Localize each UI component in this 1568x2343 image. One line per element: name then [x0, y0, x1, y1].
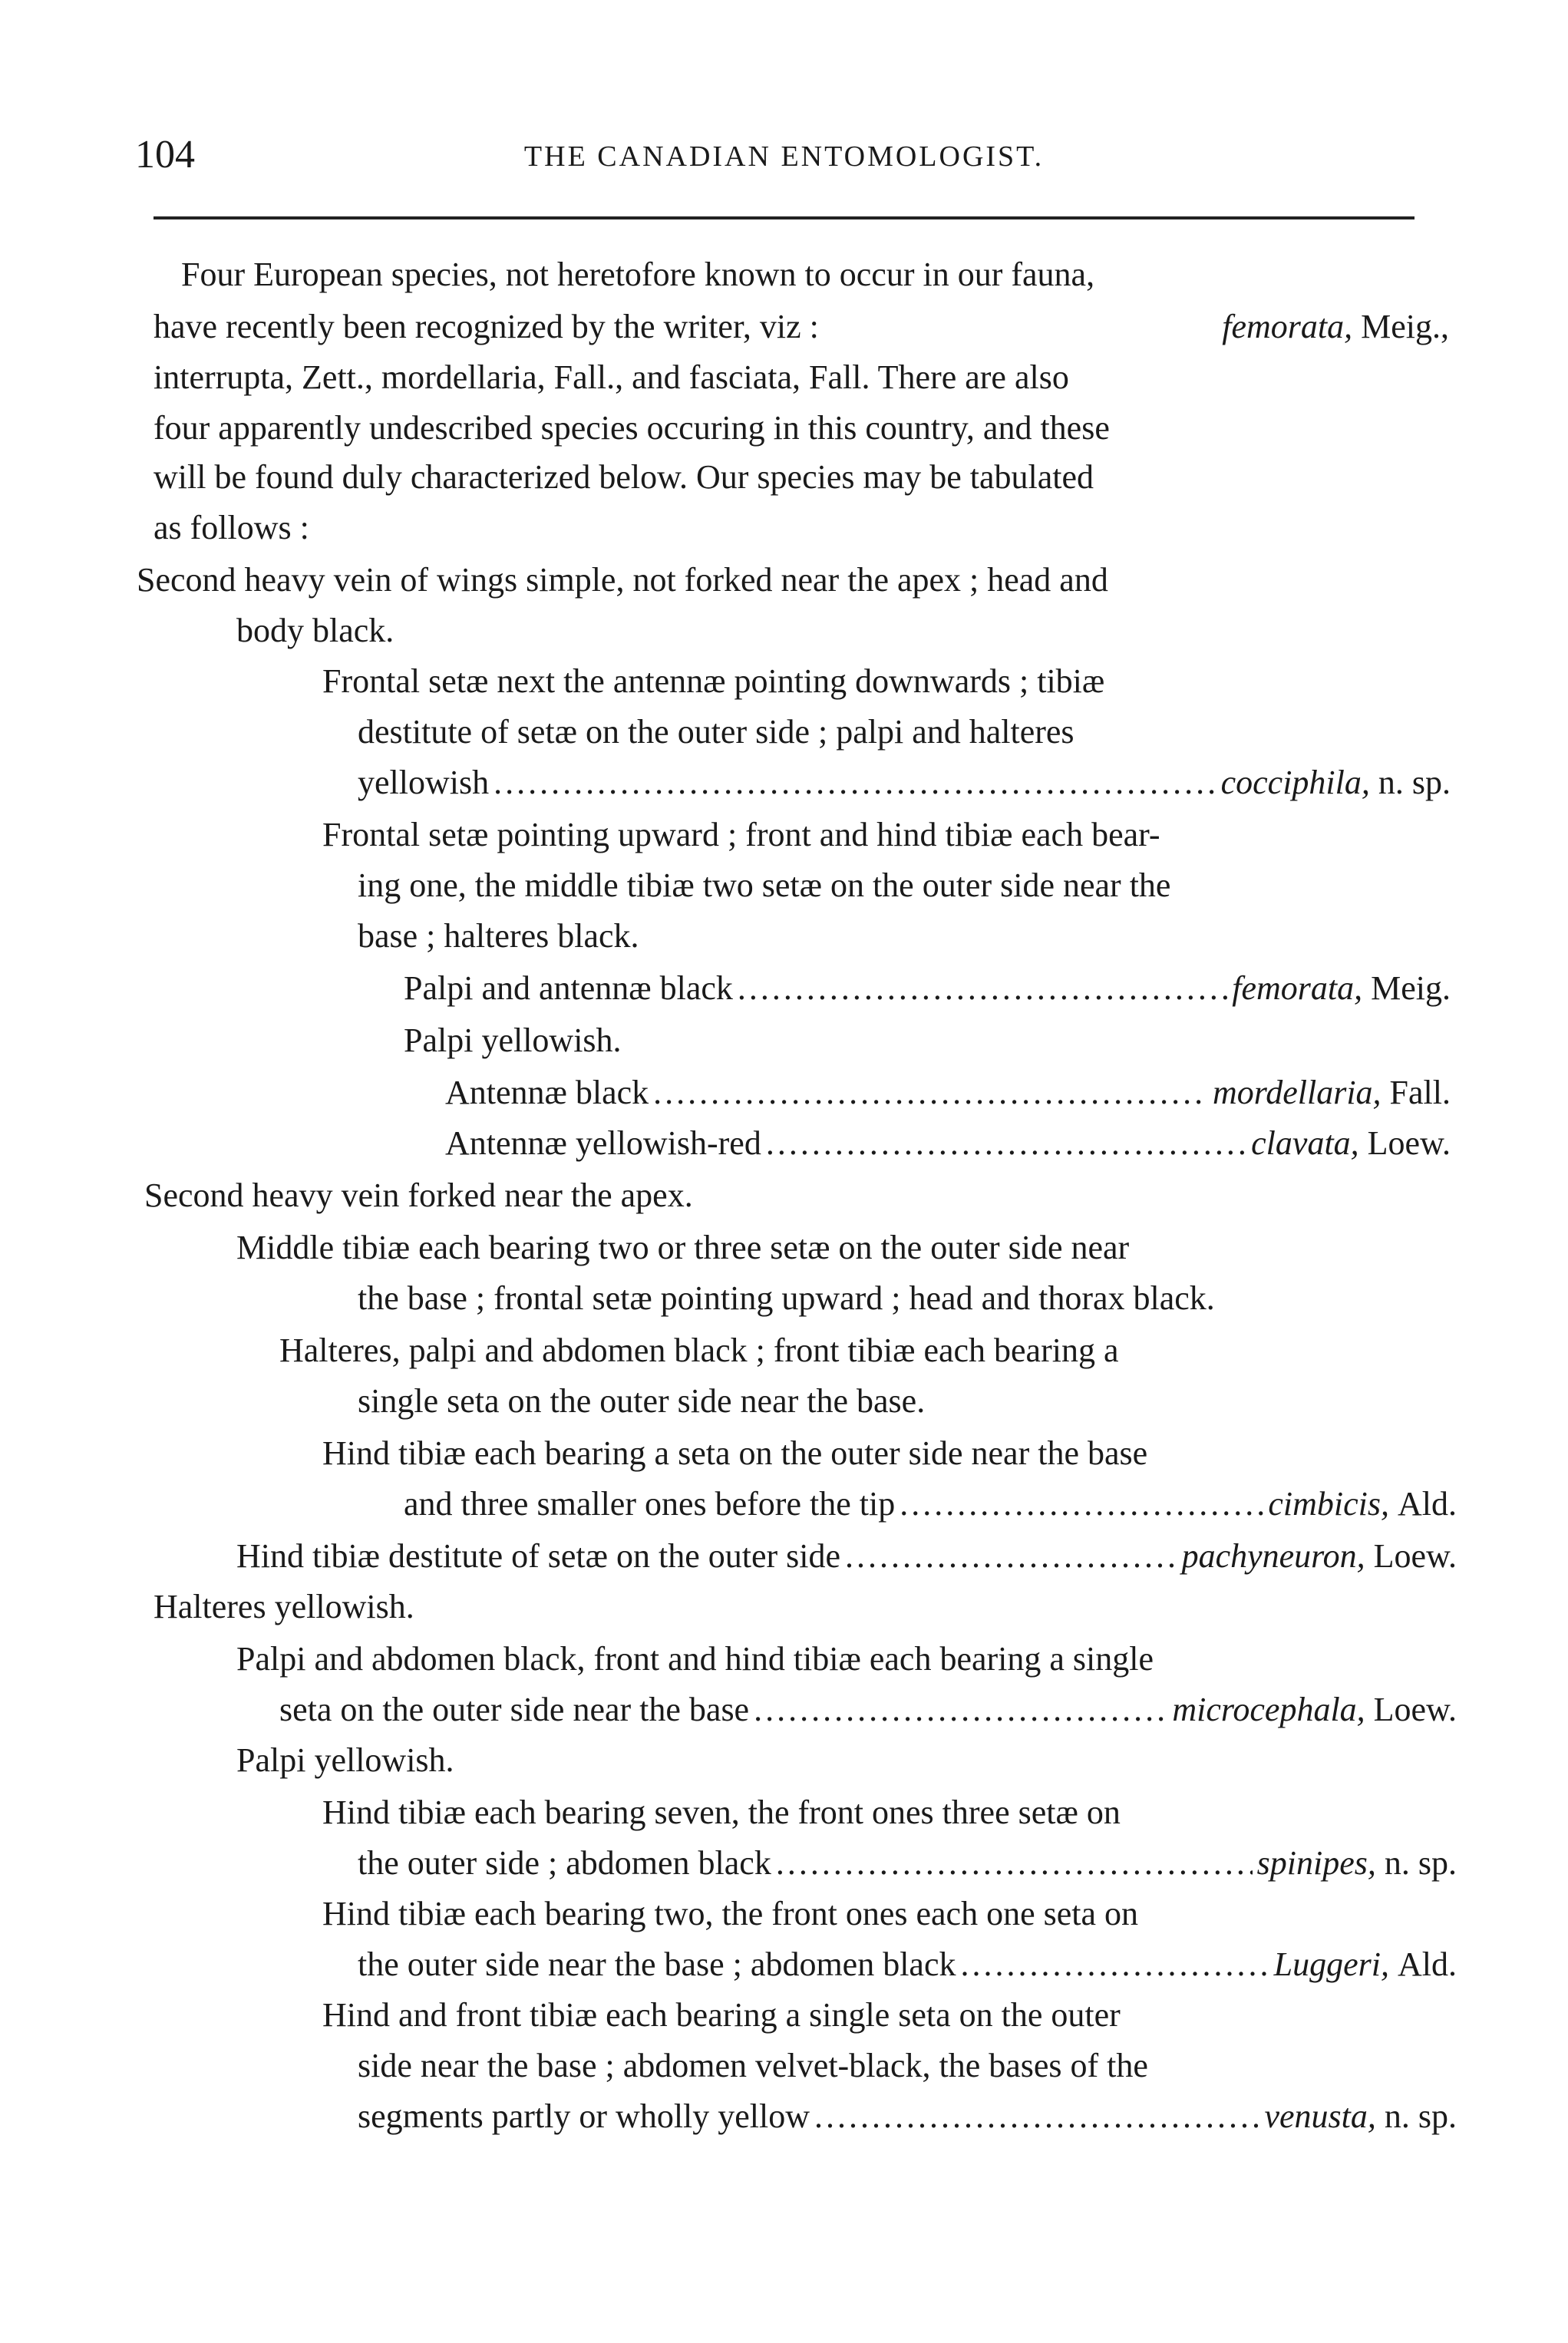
entry-author: n. sp. [1384, 1844, 1457, 1882]
leader-dots [960, 1948, 1269, 1982]
intro-species-femorata: femorata, [1222, 308, 1353, 345]
entry-text: yellowish [358, 764, 490, 801]
entry-author: Ald. [1398, 1485, 1457, 1523]
key-line: Hind tibiæ each bearing a seta on the outer side near the base [322, 1434, 1148, 1472]
key-line: Hind tibiæ each bearing two, the front ones each one seta on [322, 1895, 1139, 1932]
leader-dots [845, 1539, 1177, 1573]
key-line: Halteres yellowish. [153, 1588, 414, 1625]
key-line: ing one, the middle tibiæ two setæ on the outer side near the [358, 866, 1171, 904]
key-line: base ; halteres black. [358, 917, 639, 955]
leader-dots [494, 766, 1216, 800]
entry-author: Ald. [1398, 1945, 1457, 1983]
key-line: Frontal setæ next the antennæ pointing downwards ; tibiæ [322, 662, 1105, 700]
key-line: single seta on the outer side near the base. [358, 1382, 926, 1420]
entry-text: Antennæ black [445, 1074, 649, 1111]
intro-line-4: four apparently undescribed species occuring in this country, and these [153, 409, 1110, 447]
leader-dots [900, 1487, 1263, 1521]
intro-line-3: interrupta, Zett., mordellaria, Fall., and fasciata, Fall. There are also [153, 358, 1069, 396]
leader-dots [738, 972, 1227, 1005]
key-line: Second heavy vein forked near the apex. [144, 1176, 693, 1214]
entry-species: pachyneuron, [1181, 1537, 1365, 1575]
key-line: side near the base ; abdomen velvet-black, the bases of the [358, 2047, 1148, 2084]
key-entry-mordellaria [445, 1076, 1451, 1110]
entry-text: Palpi and antennæ black [404, 969, 733, 1007]
key-entry-spinipes [358, 1846, 1457, 1880]
entry-species: cimbicis, [1268, 1485, 1389, 1523]
key-entry-luggeri [358, 1945, 1457, 1983]
key-entry-venusta [358, 2097, 1457, 2135]
entry-text: and three smaller ones before the tip [404, 1485, 896, 1523]
leader-dots [814, 2100, 1259, 2133]
entry-author: n. sp. [1378, 764, 1451, 801]
key-entry-clavata [445, 1124, 1451, 1162]
page-number: 104 [135, 133, 195, 177]
leader-dots [653, 1076, 1208, 1110]
intro-line-2 [153, 310, 1449, 344]
key-entry-microcephala [279, 1693, 1457, 1727]
entry-text: seta on the outer side near the base [279, 1691, 750, 1728]
entry-text: Antennæ yellowish-red [445, 1124, 761, 1162]
entry-species: Luggeri, [1273, 1945, 1389, 1983]
key-line: destitute of setæ on the outer side ; palpi and halteres [358, 713, 1074, 751]
leader-dots [766, 1127, 1246, 1160]
key-line: Palpi yellowish. [236, 1741, 454, 1779]
key-line: Palpi yellowish. [404, 1021, 622, 1059]
intro-line-2-text: have recently been recognized by the writer, viz : [153, 308, 819, 345]
key-entry-femorata [404, 969, 1451, 1007]
key-line: Halteres, palpi and abdomen black ; front tibiæ each bearing a [279, 1332, 1119, 1369]
entry-species: venusta, [1264, 2097, 1376, 2135]
entry-author: Fall. [1389, 1074, 1451, 1111]
entry-species: cocciphila, [1220, 764, 1370, 801]
key-line: the base ; frontal setæ pointing upward ; head and thorax black. [358, 1279, 1215, 1317]
intro-author-meig: Meig., [1361, 308, 1449, 345]
entry-author: n. sp. [1384, 2097, 1457, 2135]
intro-line-1: Four European species, not heretofore known to occur in our fauna, [181, 256, 1095, 293]
entry-species: microcephala, [1172, 1691, 1365, 1728]
key-entry-cocciphila [358, 766, 1451, 800]
leader-dots [776, 1846, 1253, 1880]
entry-author: Meig. [1371, 969, 1451, 1007]
entry-author: Loew. [1373, 1691, 1457, 1728]
entry-species: femorata, [1232, 969, 1363, 1007]
key-line: Frontal setæ pointing upward ; front and hind tibiæ each bear- [322, 816, 1160, 853]
intro-line-5: will be found duly characterized below. Our species may be tabulated [153, 458, 1094, 496]
entry-text: Hind tibiæ destitute of setæ on the outer side [236, 1537, 841, 1575]
key-line: Second heavy vein of wings simple, not forked near the apex ; head and [137, 561, 1108, 599]
key-line: body black. [236, 612, 394, 649]
key-line: Palpi and abdomen black, front and hind tibiæ each bearing a single [236, 1640, 1154, 1678]
key-entry-cimbicis [404, 1487, 1457, 1521]
key-line: Middle tibiæ each bearing two or three setæ on the outer side near [236, 1229, 1130, 1266]
key-line: Hind tibiæ each bearing seven, the front ones three setæ on [322, 1794, 1121, 1831]
entry-text: the outer side near the base ; abdomen black [358, 1945, 956, 1983]
leader-dots [754, 1693, 1167, 1727]
running-head: THE CANADIAN ENTOMOLOGIST. [523, 140, 1045, 173]
entry-author: Loew. [1373, 1537, 1457, 1575]
entry-text: segments partly or wholly yellow [358, 2097, 810, 2135]
key-line: Hind and front tibiæ each bearing a single seta on the outer [322, 1996, 1121, 2034]
entry-author: Loew. [1367, 1124, 1451, 1162]
key-entry-pachyneuron [236, 1539, 1457, 1573]
entry-text: the outer side ; abdomen black [358, 1844, 771, 1882]
entry-species: spinipes, [1256, 1844, 1376, 1882]
entry-species: mordellaria, [1212, 1074, 1381, 1111]
entry-species: clavata, [1251, 1124, 1359, 1162]
header-rule [153, 216, 1415, 219]
intro-line-6: as follows : [153, 509, 309, 546]
